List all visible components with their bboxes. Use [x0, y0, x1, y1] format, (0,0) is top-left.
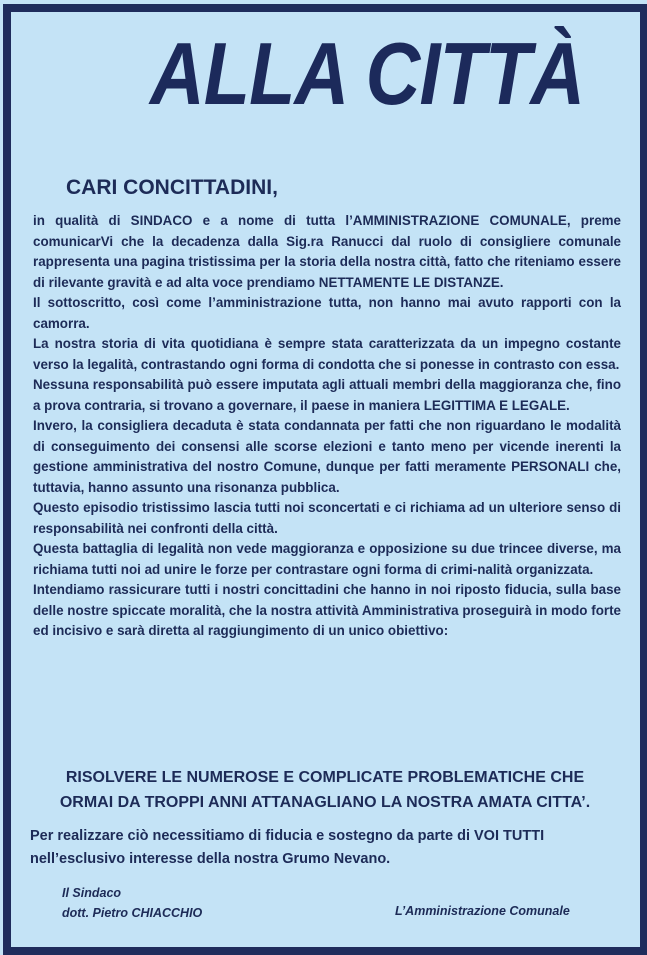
paragraph: Il sottoscritto, così come l’amministrazione tutta, non hanno mai avuto rapporti con la camorra.	[33, 295, 621, 331]
paragraph: Questa battaglia di legalità non vede maggioranza e opposizione su due trincee diverse, ma richiama tutti noi ad unire le forze per contrastare ogni forma di crimi-nalità organizzata.	[33, 541, 621, 577]
signature-role: Il Sindaco	[62, 886, 122, 900]
poster-title: ALLA CITTÀ	[150, 24, 585, 123]
paragraph: La nostra storia di vita quotidiana è sempre stata caratterizzata da un impegno costante verso la legalità, contrastando ogni forma di condotta che si ponesse in contrasto con essa.	[33, 336, 621, 372]
paragraph: Questo episodio tristissimo lascia tutti noi sconcertati e ci richiama ad un ulteriore senso di responsabilità nei confronti della città.	[33, 500, 621, 536]
paragraph: in qualità di SINDACO e a nome di tutta l’AMMINISTRAZIONE COMUNALE, preme comunicarVi che la decadenza dalla Sig.ra Ranucci dal ruolo di consigliere comunale rappresenta una pagina tristissima per la storia della nostra città, fatto che riteniamo essere di rilevante gravità e ad alta voce prendiamo NETTAMENTE LE DISTANZE.	[33, 213, 621, 290]
greeting: CARI CONCITTADINI,	[66, 176, 278, 199]
closing-statement	[30, 825, 630, 871]
closing-text: Per realizzare ciò necessitiamo di fiducia e sostegno da parte di VOI TUTTI nell’esclusivo interesse della nostra Grumo Nevano.	[30, 828, 545, 867]
objective-line: RISOLVERE LE NUMEROSE E COMPLICATE PROBLEMATICHE CHE	[65, 769, 585, 786]
letter-body	[33, 211, 621, 642]
mayor-signature	[62, 883, 202, 923]
paragraph: Intendiamo rassicurare tutti i nostri concittadini che hanno in noi riposto fiducia, sulla base delle nostre spiccate moralità, che la nostra attività Amministrativa proseguirà in modo forte ed incisivo e sarà diretta al raggiungimento di un unico obiettivo:	[33, 582, 621, 638]
signature-name: dott. Pietro CHIACCHIO	[62, 906, 203, 920]
objective-line: ORMAI DA TROPPI ANNI ATTANAGLIANO LA NOSTRA AMATA CITTA’.	[59, 794, 591, 811]
paragraph: Invero, la consigliera decaduta è stata condannata per fatti che non riguardano le modalità di conseguimento dei consensi alle scorse elezioni e tanto meno per vicende inerenti la gestione amministrativa del nostro Comune, dunque per fatti meramente PERSONALI che, tuttavia, hanno assunto una risonanza pubblica.	[33, 418, 621, 495]
objective-statement	[20, 765, 630, 815]
paragraph: Nessuna responsabilità può essere imputata agli attuali membri della maggioranza che, fino a prova contraria, si trovano a governare, il paese in maniera LEGITTIMA E LEGALE.	[33, 377, 621, 413]
administration-signature: L’Amministrazione Comunale	[395, 904, 570, 918]
